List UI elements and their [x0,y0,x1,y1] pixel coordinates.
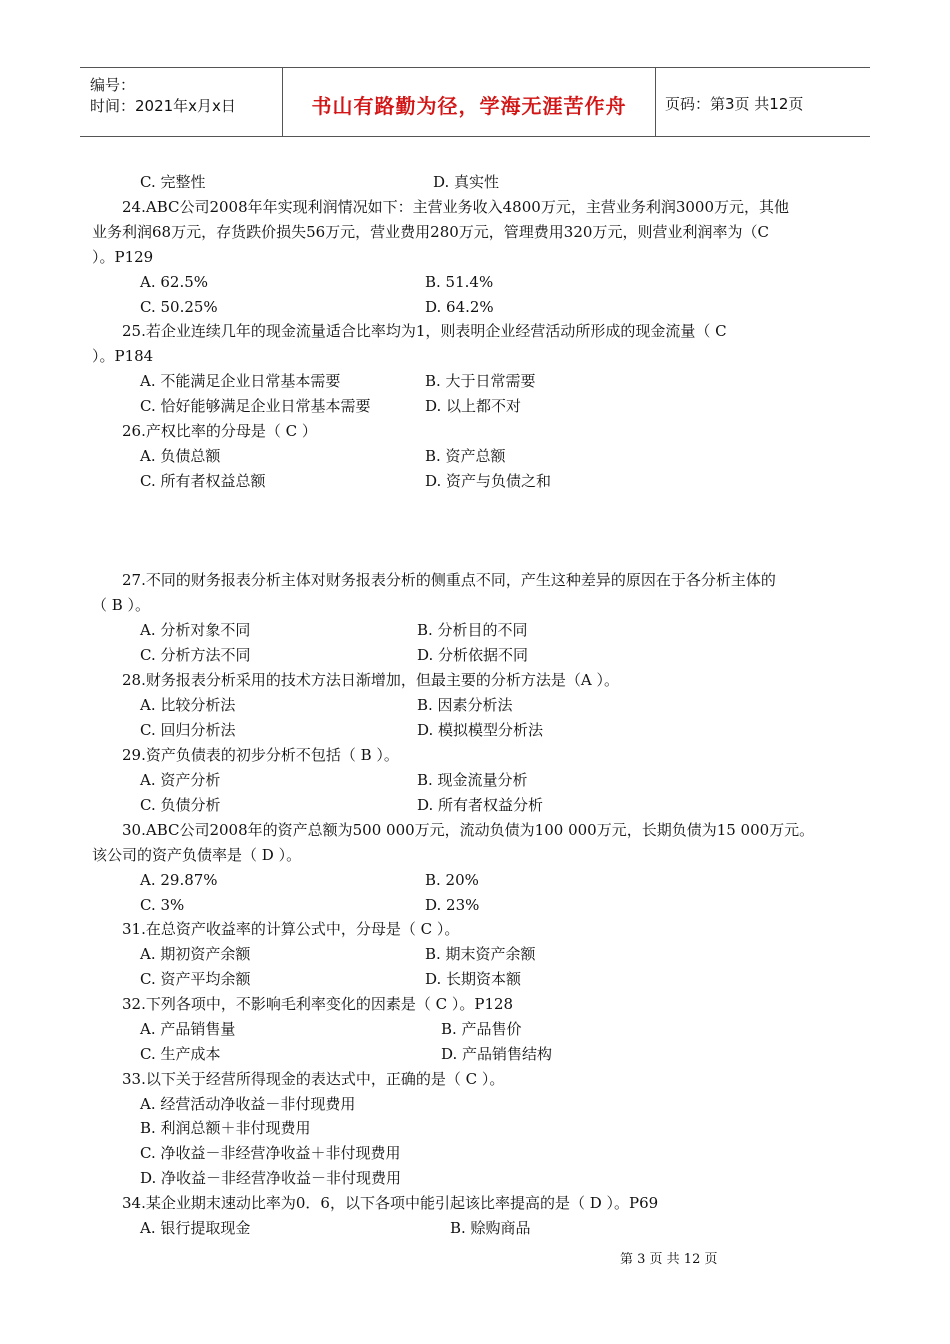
text-line: A. 比较分析法 [140,696,236,714]
text-line: 29.资产负债表的初步分析不包括（ B ）。 [122,746,399,764]
text-line: D. 以上都不对 [425,397,522,415]
text-line: （ B ）。 [92,596,151,614]
text-line: C. 资产平均余额 [140,970,251,988]
text-line: C. 完整性 [140,173,206,191]
text-line: 24.ABC公司2008年年实现利润情况如下：主营业务收入4800万元，主营业务利润3000万元，其他 [122,198,789,216]
text-line: C. 净收益－非经营净收益＋非付现费用 [140,1144,401,1162]
text-line: D. 真实性 [433,173,500,191]
text-line: A. 经营活动净收益－非付现费用 [140,1095,356,1113]
text-line: A. 银行提取现金 [140,1219,251,1237]
text-line: 25.若企业连续几年的现金流量适合比率均为1，则表明企业经营活动所形成的现金流量（ C [122,322,727,340]
text-line: ）。P129 [92,248,154,266]
text-line: D. 模拟模型分析法 [417,721,544,739]
text-line: A. 62.5% [140,273,209,291]
text-line: A. 不能满足企业日常基本需要 [140,372,341,390]
text-line: C. 负债分析 [140,796,221,814]
text-line: D. 资产与负债之和 [425,472,552,490]
text-line: 32.下列各项中，不影响毛利率变化的因素是（ C ）。P128 [122,995,514,1013]
text-line: 34.某企业期末速动比率为0．6，以下各项中能引起该比率提高的是（ D ）。P69 [122,1194,659,1212]
text-line: B. 资产总额 [425,447,506,465]
text-line: D. 64.2% [425,298,494,316]
text-line: C. 分析方法不同 [140,646,251,664]
text-line: B. 利润总额＋非付现费用 [140,1119,311,1137]
text-line: B. 因素分析法 [417,696,513,714]
text-line: D. 净收益－非经营净收益－非付现费用 [140,1169,402,1187]
header-motto-cell [282,68,656,136]
text-line: A. 分析对象不同 [140,621,251,639]
text-line: C. 3% [140,896,185,914]
text-line: D. 产品销售结构 [441,1045,553,1063]
text-line: 26.产权比率的分母是（ C ） [122,422,317,440]
text-line: 33.以下关于经营所得现金的表达式中，正确的是（ C ）。 [122,1070,505,1088]
text-line: C. 50.25% [140,298,218,316]
text-line: D. 长期资本额 [425,970,522,988]
text-line: A. 产品销售量 [140,1020,236,1038]
text-line: B. 20% [425,871,479,889]
document-time-label: 时间：2021年x月x日 [90,97,236,115]
page-header [80,67,870,137]
text-line: 27.不同的财务报表分析主体对财务报表分析的侧重点不同，产生这种差异的原因在于各分析主体的 [122,571,776,589]
header-page-number: 页码：第3页 共12页 [665,95,804,113]
text-line: C. 所有者权益总额 [140,472,266,490]
text-line: C. 恰好能够满足企业日常基本需要 [140,397,371,415]
header-motto: 书山有路勤为径，学海无涯苦作舟 [311,94,627,118]
text-line: D. 所有者权益分析 [417,796,544,814]
text-line: D. 23% [425,896,480,914]
header-left-cell [80,68,282,136]
text-line: 该公司的资产负债率是（ D ）。 [92,846,302,864]
text-line: B. 赊购商品 [450,1219,531,1237]
text-line: B. 产品售价 [441,1020,522,1038]
text-line: A. 期初资产余额 [140,945,251,963]
text-line: 30.ABC公司2008年的资产总额为500 000万元，流动负债为100 000万元，长期负债为15 000万元。 [122,821,815,839]
document-number-label: 编号： [90,76,136,94]
text-line: ）。P184 [92,347,154,365]
text-line: B. 现金流量分析 [417,771,528,789]
header-page-cell [655,68,870,136]
text-line: 业务利润68万元，存货跌价损失56万元，营业费用280万元，管理费用320万元，则营业利润率为（C [92,223,769,241]
text-line: A. 29.87% [140,871,218,889]
text-line: B. 大于日常需要 [425,372,536,390]
text-line: B. 期末资产余额 [425,945,536,963]
text-line: 28.财务报表分析采用的技术方法日渐增加，但最主要的分析方法是（A ）。 [122,671,619,689]
text-line: 31.在总资产收益率的计算公式中，分母是（ C ）。 [122,920,460,938]
page-footer: 第 3 页 共 12 页 [620,1252,718,1267]
text-line: A. 资产分析 [140,771,221,789]
text-line: B. 51.4% [425,273,494,291]
text-line: C. 生产成本 [140,1045,221,1063]
text-line: C. 回归分析法 [140,721,236,739]
text-line: D. 分析依据不同 [417,646,529,664]
text-line: B. 分析目的不同 [417,621,528,639]
text-line: A. 负债总额 [140,447,221,465]
